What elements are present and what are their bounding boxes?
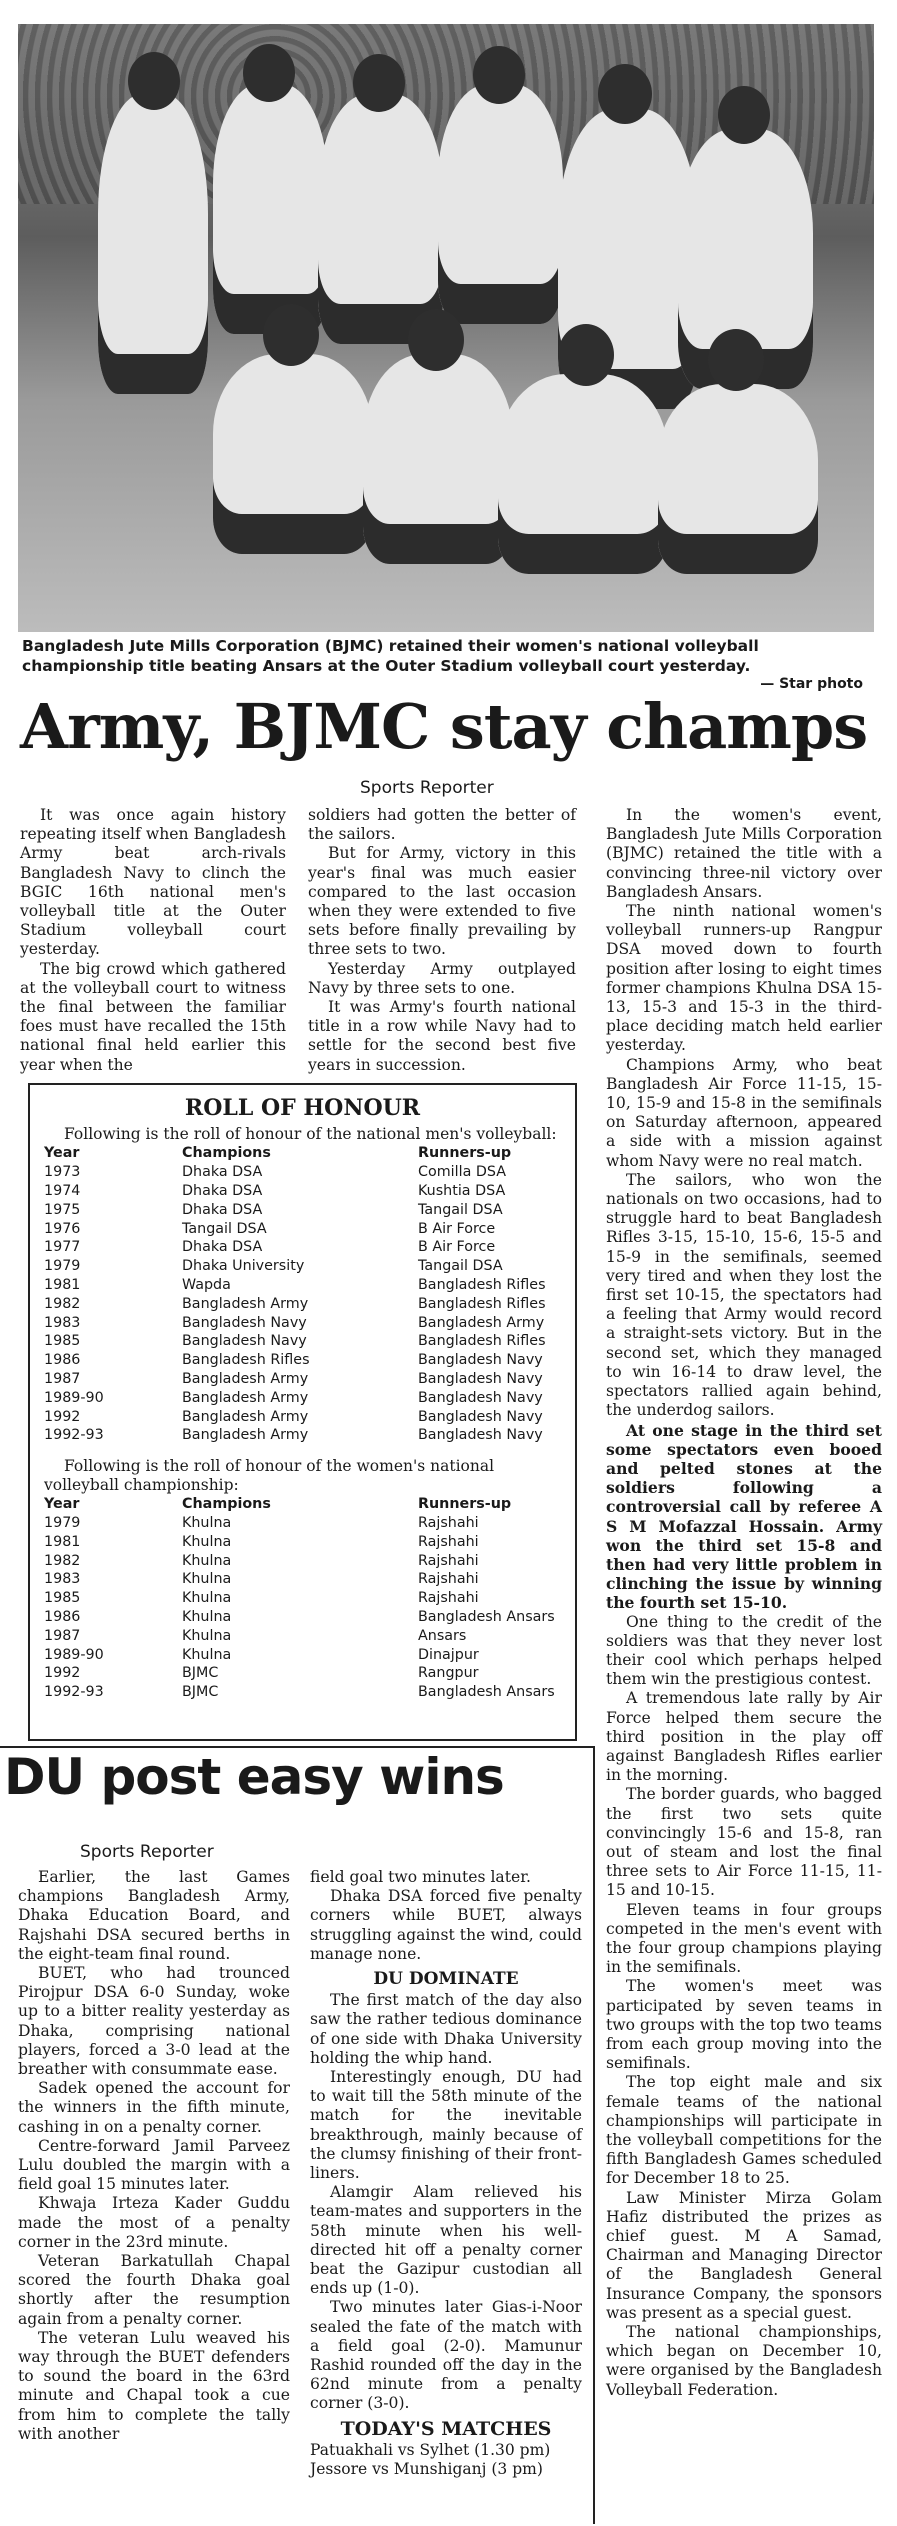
cell-year: 1985 (44, 1333, 81, 1350)
paragraph: At one stage in the third set some spectators even booed and pelted stones at the soldiers following a controversial call by referee A S M Mofazzal Hossain. Army won the third set 15-8 and then had very little problem in clinching the issue by winning the fourth set 15-10. (606, 1420, 882, 1613)
player-figure (498, 374, 668, 574)
player-figure (658, 384, 818, 574)
paragraph: In the women's event, Bangladesh Jute Mills Corporation (BJMC) retained the title with a convincing three-nil victory over Bangladesh Ansars. (606, 806, 882, 901)
cell-year: 1992 (44, 1665, 81, 1682)
match-item: Jessore vs Munshiganj (3 pm) (310, 2459, 543, 2478)
table-row (40, 1514, 559, 1533)
paragraph: The big crowd which gathered at the volleyball court to witness the final between the familiar foes must have recalled the 15th national final held earlier this year when the (20, 959, 286, 1074)
subhead: DU DOMINATE (373, 1969, 519, 1990)
paragraph: BUET, who had trounced Pirojpur DSA 6-0 Sunday, woke up to a bitter reality yesterday as Dhaka, comprising national players, forced a 3-0 lead at the breather with consummate ease. (18, 1964, 290, 2079)
cell-champion: Khulna (182, 1608, 232, 1625)
table-row (40, 1407, 550, 1426)
du-headline: DU post easy wins (4, 1748, 504, 1806)
paragraph: It was once again history repeating itself when Bangladesh Army beat arch-rivals Bangladesh Navy to clinch the BGIC 16th national men's volleyball title at the Outer Stadium volleyball court yesterday. (20, 806, 286, 959)
women-intro: Following is the roll of honour of the women's national volleyball championship: (44, 1456, 495, 1494)
paragraph: The border guards, who bagged the first two sets quite convincingly 15-6 and 15-8, ran out of steam and lost the final three sets to Air Force 11-15, 11-15 and 10-15. (606, 1785, 882, 1900)
du-column-2 (310, 1868, 582, 2479)
paragraph: Interestingly enough, DU had to wait till the 58th minute of the match for the inevitable breakthrough, mainly because of the clumsy finishing of their front-liners. (310, 2068, 582, 2183)
cell-champion: Dhaka DSA (182, 1164, 263, 1181)
cell-year: 1987 (44, 1370, 81, 1387)
cell-champion: Khulna (182, 1571, 232, 1588)
cell-champion: Khulna (182, 1514, 232, 1531)
paragraph: Alamgir Alam relieved his team-mates and supporters in the 58th minute when his well-directed hit off a penalty corner beat the Gazipur custodian all ends up (1-0). (310, 2183, 582, 2298)
paragraph: Two minutes later Gias-i-Noor sealed the fate of the match with a field goal (2-0). Mamunur Rashid rounded off the day in the 62nd minute from a penalty corner (3-0). (310, 2298, 582, 2413)
article-column-2 (308, 806, 576, 1075)
women-roll-table (40, 1495, 559, 1702)
table-row (40, 1645, 559, 1664)
cell-year: 1981 (44, 1533, 81, 1550)
player-figure (213, 354, 373, 554)
table-row (40, 1200, 550, 1219)
cell-year: 1974 (44, 1182, 81, 1199)
cell-champion: Khulna (182, 1627, 232, 1644)
table-row (40, 1683, 559, 1702)
roll-of-honour-box (28, 1083, 577, 1741)
cell-year: 1986 (44, 1352, 81, 1369)
table-row (40, 1426, 550, 1445)
column-divider (593, 1746, 595, 2524)
cell-runner-up: Bangladesh Navy (418, 1352, 543, 1369)
men-roll-table (40, 1144, 550, 1445)
cell-runner-up: Rangpur (418, 1665, 479, 1682)
cell-runner-up: B Air Force (418, 1220, 496, 1237)
cell-champion: Dhaka University (182, 1258, 305, 1275)
team-photo (18, 24, 874, 632)
cell-champion: BJMC (182, 1684, 219, 1701)
cell-runner-up: B Air Force (418, 1239, 496, 1256)
player-head (708, 329, 764, 391)
cell-champion: Khulna (182, 1646, 232, 1663)
col-year: Year (44, 1496, 80, 1513)
cell-runner-up: Tangail DSA (418, 1258, 503, 1275)
player-figure (318, 94, 443, 344)
match-item: Patuakhali vs Sylhet (1.30 pm) (310, 2440, 551, 2459)
player-head (263, 304, 319, 366)
paragraph: Centre-forward Jamil Parveez Lulu doubled the margin with a field goal 15 minutes later. (18, 2136, 290, 2194)
cell-runner-up: Bangladesh Ansars (418, 1684, 555, 1701)
col-year: Year (44, 1145, 80, 1162)
table-row (40, 1219, 550, 1238)
cell-runner-up: Bangladesh Navy (418, 1408, 543, 1425)
article-column-1 (20, 806, 286, 1075)
cell-year: 1983 (44, 1571, 81, 1588)
table-row (40, 1608, 559, 1627)
men-intro: Following is the roll of honour of the national men's volleyball: (64, 1125, 557, 1143)
cell-champion: Dhaka DSA (182, 1201, 263, 1218)
table-row (40, 1388, 550, 1407)
table-row (40, 1313, 550, 1332)
cell-champion: Bangladesh Rifles (182, 1352, 310, 1369)
paragraph: Law Minister Mirza Golam Hafiz distributed the prizes as chief guest. M A Samad, Chairman and Managing Director of the Bangladesh General Insurance Company, the sponsors was present as a special guest. (606, 2188, 882, 2322)
table-row (40, 1570, 559, 1589)
article-column-3 (606, 806, 882, 2400)
cell-year: 1992-93 (44, 1427, 104, 1444)
paragraph: Champions Army, who beat Bangladesh Air Force 11-15, 15-10, 15-9 and 15-8 in the semifinals on Saturday afternoon, appeared a side with a mission against whom Navy were no real match. (606, 1055, 882, 1170)
cell-champion: Dhaka DSA (182, 1239, 263, 1256)
table-header-row (40, 1495, 559, 1514)
table-row (40, 1182, 550, 1201)
table-row (40, 1163, 550, 1182)
paragraph: One thing to the credit of the soldiers was that they never lost their cool which perhaps helped them win the prestigious contest. (606, 1612, 882, 1689)
paragraph: But for Army, victory in this year's final was much easier compared to the last occasion when they were extended to five sets before finally prevailing by three sets to two. (308, 844, 576, 959)
table-row (40, 1626, 559, 1645)
cell-runner-up: Rajshahi (418, 1590, 479, 1607)
cell-runner-up: Ansars (418, 1627, 467, 1644)
player-head (408, 309, 464, 371)
paragraph: The national championships, which began on December 10, were organised by the Bangladesh Volleyball Federation. (606, 2323, 882, 2399)
table-row (40, 1351, 550, 1370)
cell-year: 1985 (44, 1590, 81, 1607)
player-figure (98, 94, 208, 394)
cell-year: 1976 (44, 1220, 81, 1237)
cell-runner-up: Rajshahi (418, 1514, 479, 1531)
paragraph: A tremendous late rally by Air Force helped them secure the third position in the play off against Bangladesh Rifles earlier in the morning. (606, 1689, 882, 1785)
cell-champion: Bangladesh Army (182, 1389, 309, 1406)
photo-credit: — Star photo (760, 676, 863, 692)
cell-champion: Bangladesh Army (182, 1370, 309, 1387)
cell-runner-up: Rajshahi (418, 1552, 479, 1569)
col-runners-up: Runners-up (418, 1496, 512, 1513)
paragraph: The first match of the day also saw the rather tedious dominance of one side with Dhaka University holding the whip hand. (310, 1991, 582, 2067)
cell-year: 1973 (44, 1164, 81, 1181)
matches-title: TODAY'S MATCHES (340, 2417, 552, 2440)
cell-runner-up: Rajshahi (418, 1533, 479, 1550)
player-head (128, 52, 180, 110)
cell-year: 1979 (44, 1514, 81, 1531)
cell-runner-up: Bangladesh Rifles (418, 1276, 546, 1293)
cell-year: 1989-90 (44, 1646, 104, 1663)
paragraph: Khwaja Irteza Kader Guddu made the most of a penalty corner in the 23rd minute. (18, 2194, 290, 2251)
cell-runner-up: Comilla DSA (418, 1164, 507, 1181)
paragraph: Sadek opened the account for the winners in the fifth minute, cashing in on a penalty corner. (18, 2079, 290, 2136)
cell-champion: Bangladesh Army (182, 1295, 309, 1312)
cell-champion: Bangladesh Navy (182, 1314, 307, 1331)
player-head (558, 324, 614, 386)
paragraph: Eleven teams in four groups competed in the men's event with the four group champions playing in the semifinals. (606, 1900, 882, 1977)
table-row (40, 1551, 559, 1570)
paragraph: Earlier, the last Games champions Bangladesh Army, Dhaka Education Board, and Rajshahi DSA secured berths in the eight-team final round. (18, 1868, 290, 1963)
table-header-row (40, 1144, 550, 1163)
cell-champion: BJMC (182, 1665, 219, 1682)
paragraph: The top eight male and six female teams of the national championships will participate in the volleyball competitions for the fifth Bangladesh Games scheduled for December 18 to 25. (606, 2073, 882, 2188)
box-title: ROLL OF HONOUR (184, 1095, 421, 1121)
cell-year: 1979 (44, 1258, 81, 1275)
cell-champion: Khulna (182, 1533, 232, 1550)
cell-champion: Khulna (182, 1590, 232, 1607)
player-figure (438, 84, 563, 324)
cell-year: 1992-93 (44, 1684, 104, 1701)
cell-champion: Dhaka DSA (182, 1182, 263, 1199)
table-row (40, 1532, 559, 1551)
player-head (473, 46, 525, 104)
cell-year: 1992 (44, 1408, 81, 1425)
paragraph: Dhaka DSA forced five penalty corners while BUET, always struggling against the wind, could manage none. (310, 1887, 582, 1963)
cell-champion: Bangladesh Army (182, 1427, 309, 1444)
col-runners-up: Runners-up (418, 1145, 512, 1162)
table-row (40, 1370, 550, 1389)
cell-champion: Bangladesh Navy (182, 1333, 307, 1350)
table-row (40, 1294, 550, 1313)
table-row (40, 1276, 550, 1295)
paragraph: field goal two minutes later. (310, 1868, 531, 1886)
paragraph: Yesterday Army outplayed Navy by three sets to one. (308, 959, 576, 997)
player-head (718, 86, 770, 144)
cell-year: 1981 (44, 1276, 81, 1293)
player-head (243, 44, 295, 102)
cell-champion: Bangladesh Army (182, 1408, 309, 1425)
table-row (40, 1589, 559, 1608)
cell-runner-up: Rajshahi (418, 1571, 479, 1588)
cell-year: 1987 (44, 1627, 81, 1644)
col-champions: Champions (182, 1145, 271, 1162)
table-row (40, 1332, 550, 1351)
player-figure (213, 84, 328, 334)
cell-champion: Tangail DSA (182, 1220, 267, 1237)
paragraph: Veteran Barkatullah Chapal scored the fourth Dhaka goal shortly after the resumption again from a penalty corner. (18, 2252, 290, 2328)
player-head (353, 54, 405, 112)
col-champions: Champions (182, 1496, 271, 1513)
cell-year: 1977 (44, 1239, 81, 1256)
du-column-1 (18, 1868, 290, 2444)
cell-champion: Khulna (182, 1552, 232, 1569)
byline: Sports Reporter (360, 778, 494, 798)
paragraph: The women's meet was participated by seven teams in two groups with the top two teams from each group moving into the semifinals. (606, 1977, 882, 2073)
cell-runner-up: Bangladesh Ansars (418, 1608, 555, 1625)
cell-runner-up: Bangladesh Rifles (418, 1295, 546, 1312)
player-head (598, 64, 652, 124)
du-byline: Sports Reporter (80, 1842, 214, 1862)
cell-runner-up: Bangladesh Rifles (418, 1333, 546, 1350)
cell-champion: Wapda (182, 1276, 231, 1293)
cell-runner-up: Bangladesh Navy (418, 1427, 543, 1444)
cell-year: 1982 (44, 1552, 81, 1569)
cell-year: 1989-90 (44, 1389, 104, 1406)
table-row (40, 1664, 559, 1683)
cell-year: 1975 (44, 1201, 81, 1218)
photo-caption: Bangladesh Jute Mills Corporation (BJMC) retained their women's national volleyball championship title beating Ansars at the Outer Stadium volleyball court yesterday. (22, 637, 759, 675)
cell-runner-up: Dinajpur (418, 1646, 479, 1663)
paragraph: It was Army's fourth national title in a row while Navy had to settle for the second best five years in succession. (308, 998, 576, 1074)
paragraph: soldiers had gotten the better of the sailors. (308, 806, 576, 844)
cell-runner-up: Bangladesh Army (418, 1314, 545, 1331)
paragraph: The veteran Lulu weaved his way through the BUET defenders to sound the board in the 63rd minute and Chapal took a cue from him to complete the tally with another (18, 2328, 290, 2443)
headline: Army, BJMC stay champs (20, 690, 868, 763)
paragraph: The ninth national women's volleyball runners-up Rangpur DSA moved down to fourth position after losing to eight times former champions Khulna DSA 15-13, 15-3 and 15-3 in the third-place deciding match held earlier yesterday. (606, 902, 882, 1055)
paragraph: The sailors, who won the nationals on two occasions, had to struggle hard to beat Bangladesh Rifles 3-15, 15-10, 15-6, 15-5 and 15-9 in the semifinals, seemed very tired and when they lost the first set 10-15, the spectators had a feeling that Army would record a straight-sets victory. But in the second set, which they managed to win 16-14 to draw level, the spectators rallied again behind, the underdog sailors. (606, 1170, 882, 1420)
cell-runner-up: Bangladesh Navy (418, 1370, 543, 1387)
cell-year: 1983 (44, 1314, 81, 1331)
cell-runner-up: Bangladesh Navy (418, 1389, 543, 1406)
cell-year: 1982 (44, 1295, 81, 1312)
cell-runner-up: Tangail DSA (418, 1201, 503, 1218)
cell-runner-up: Kushtia DSA (418, 1182, 506, 1199)
cell-year: 1986 (44, 1608, 81, 1625)
table-row (40, 1257, 550, 1276)
table-row (40, 1238, 550, 1257)
player-figure (363, 354, 513, 564)
